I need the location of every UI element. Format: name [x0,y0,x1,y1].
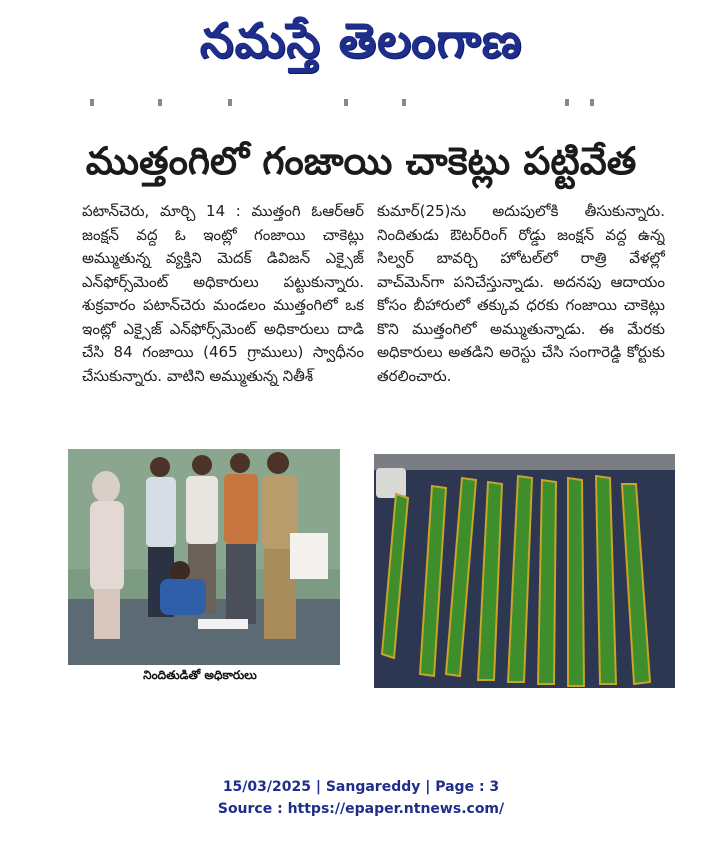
masthead-title: నమస్తే తెలంగాణ [199,13,523,69]
officials-photo [68,449,340,665]
photo-caption: నిందితుడితో అధికారులు [100,665,300,685]
seized-packets-illustration [374,454,675,688]
headline [40,131,682,191]
article-column-left: పటాన్‌చెరు, మార్చి 14 : ముత్తంగి ఓఆర్‌ఆర్ జంక్షన్ వద్ద ఓ ఇంట్లో గంజాయి చాకెట్లు అమ్ముతున్న వ్యక్తిని మెదక్ డివిజన్ ఎక్సైజ్ ఎన్‌ఫోర్స్‌మెంట్ అధికారులు పట్టుకున్నారు. శుక్రవారం పటాన్‌చెరు మండలం ముత్తంగిలో ఒక ఇంట్లో ఎక్సైజ్ ఎన్‌ఫోర్స్‌మెంట్ అధికారులు దాడి చేసి 84 గంజాయి (465 గ్రాములు) స్వాధీనం చేసుకున్నారు. వాటిని అమ్ముతున్న నితీశ్ [82,202,364,385]
cropped-previous-text [60,97,620,107]
article-column-right: కుమార్(25)ను అదుపులోకి తీసుకున్నారు. నిందితుడు ఔటర్‌రింగ్ రోడ్డు జంక్షన్ వద్ద ఉన్న సిల్వర్ బావర్చి హోటల్‌లో రాత్రి వేళల్లో వాచ్‌మెన్‌గా పనిచేస్తున్నాడు. అదనపు ఆదాయం కోసం బీహారులో తక్కువ ధరకు గంజాయి చాకెట్లు కొని ముత్తంగిలో అమ్ముతున్నాడు. ఈ మేరకు అధికారులు అతడిని అరెస్టు చేసి సంగారెడ్డి కోర్టుకు తరలించారు. [377,202,665,385]
cropped-text-fragments [60,97,620,107]
headline-text: ముత్తంగిలో గంజాయి చాకెట్లు పట్టివేత [85,139,637,183]
officials-photo-illustration [68,449,340,665]
seized-packets-photo [374,454,675,688]
footer-source: Source : https://epaper.ntnews.com/ [217,801,505,817]
footer-date-edition: 15/03/2025 | Sangareddy | Page : 3 [222,779,500,795]
masthead [0,0,722,82]
